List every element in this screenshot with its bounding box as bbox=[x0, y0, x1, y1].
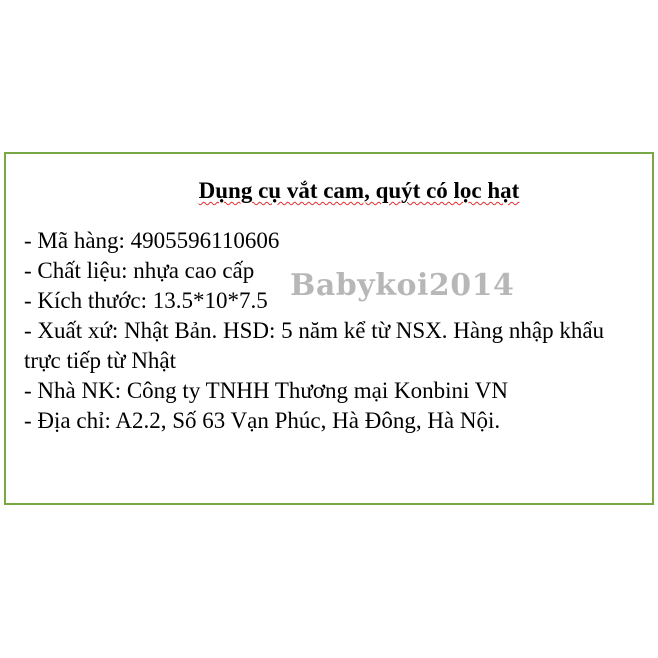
watermark: Babykoi2014 bbox=[290, 268, 515, 303]
detail-line-address: - Địa chỉ: A2.2, Số 63 Vạn Phúc, Hà Đông, Hà Nội. bbox=[24, 408, 501, 433]
detail-line-origin-cont: trực tiếp từ Nhật bbox=[24, 348, 177, 373]
product-details bbox=[24, 226, 654, 436]
detail-line-importer: - Nhà NK: Công ty TNHH Thương mại Konbini VN bbox=[24, 378, 508, 403]
document-title: Dụng cụ vắt cam, quýt có lọc hạt bbox=[198, 178, 520, 203]
detail-line-origin: - Xuất xứ: Nhật Bản. HSD: 5 năm kể từ NSX. Hàng nhập khẩu bbox=[24, 318, 605, 343]
detail-line-code: - Mã hàng: 4905596110606 bbox=[24, 228, 280, 253]
document-frame bbox=[4, 152, 654, 505]
detail-line-material: - Chất liệu: nhựa cao cấp bbox=[24, 258, 255, 283]
detail-line-size: - Kích thước: 13.5*10*7.5 bbox=[24, 288, 268, 313]
